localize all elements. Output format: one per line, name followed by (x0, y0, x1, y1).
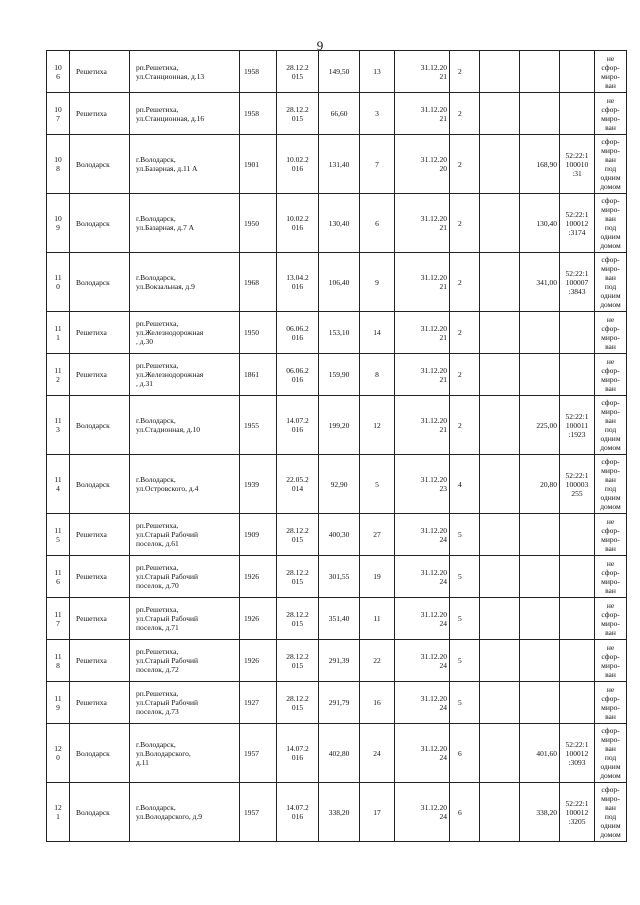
cell-blank (480, 135, 520, 194)
cell-settlement: Володарск (70, 455, 130, 514)
cell-address: рп.Решетиха, ул.Старый Рабочий поселок, д.72 (130, 640, 240, 682)
cell-date: 28.12.2 015 (277, 682, 319, 724)
cell-deadline: 31.12.20 24 (395, 556, 450, 598)
cell-settlement: Решетиха (70, 640, 130, 682)
cell-year: 1909 (240, 514, 277, 556)
cell-cadastral: 52:22:1 100011 :1923 (560, 396, 595, 455)
cell-area: 402,80 (319, 724, 360, 783)
cell-area: 159,90 (319, 354, 360, 396)
cell-blank (480, 724, 520, 783)
cell-address: г.Володарск, ул.Базарная, д.7 А (130, 194, 240, 253)
cell-land-status: не сфор- миро- ван (595, 556, 627, 598)
cell-residents: 24 (360, 724, 395, 783)
table-row (47, 556, 627, 598)
cell-cadastral (560, 51, 595, 93)
cell-blank (480, 640, 520, 682)
cell-land-area (520, 598, 560, 640)
cell-deadline: 31.12.20 24 (395, 640, 450, 682)
cell-settlement: Решетиха (70, 556, 130, 598)
cell-address: г.Володарск, ул.Володарского, д.11 (130, 724, 240, 783)
cell-land-area: 341,00 (520, 253, 560, 312)
cell-deadline: 31.12.20 24 (395, 682, 450, 724)
cell-cadastral (560, 514, 595, 556)
cell-stage: 2 (450, 93, 480, 135)
cell-number: 11 4 (47, 455, 70, 514)
cell-blank (480, 93, 520, 135)
cell-settlement: Володарск (70, 724, 130, 783)
cell-deadline: 31.12.20 21 (395, 354, 450, 396)
cell-address: рп.Решетиха, ул.Железнодорожная , д.30 (130, 312, 240, 354)
cell-residents: 19 (360, 556, 395, 598)
cell-land-status: не сфор- миро- ван (595, 682, 627, 724)
cell-land-status: не сфор- миро- ван (595, 640, 627, 682)
cell-blank (480, 253, 520, 312)
cell-land-status: сфор- миро- ван под одним домом (595, 455, 627, 514)
cell-address: г.Володарск, ул.Вокзальная, д.9 (130, 253, 240, 312)
cell-area: 338,20 (319, 783, 360, 842)
cell-address: г.Володарск, ул.Островского, д.4 (130, 455, 240, 514)
cell-settlement: Решетиха (70, 682, 130, 724)
cell-stage: 5 (450, 598, 480, 640)
cell-area: 130,40 (319, 194, 360, 253)
cell-settlement: Решетиха (70, 598, 130, 640)
cell-residents: 6 (360, 194, 395, 253)
cell-year: 1958 (240, 93, 277, 135)
cell-land-area: 401,60 (520, 724, 560, 783)
cell-blank (480, 514, 520, 556)
cell-land-status: не сфор- миро- ван (595, 312, 627, 354)
cell-settlement: Володарск (70, 194, 130, 253)
cell-number: 10 7 (47, 93, 70, 135)
table-row (47, 194, 627, 253)
cell-deadline: 31.12.20 24 (395, 724, 450, 783)
cell-number: 12 1 (47, 783, 70, 842)
cell-blank (480, 783, 520, 842)
cell-number: 10 6 (47, 51, 70, 93)
cell-stage: 2 (450, 51, 480, 93)
table-row (47, 93, 627, 135)
cell-deadline: 31.12.20 21 (395, 253, 450, 312)
cell-address: г.Володарск, ул.Володарского, д.9 (130, 783, 240, 842)
cell-cadastral (560, 354, 595, 396)
cell-land-status: сфор- миро- ван под одним домом (595, 724, 627, 783)
cell-address: рп.Решетиха, ул.Старый Рабочий поселок, д.70 (130, 556, 240, 598)
cell-settlement: Решетиха (70, 354, 130, 396)
cell-cadastral: 52:22:1 100010 :31 (560, 135, 595, 194)
cell-year: 1926 (240, 556, 277, 598)
cell-cadastral (560, 312, 595, 354)
cell-residents: 7 (360, 135, 395, 194)
cell-number: 11 5 (47, 514, 70, 556)
cell-area: 291,39 (319, 640, 360, 682)
cell-residents: 3 (360, 93, 395, 135)
cell-stage: 2 (450, 312, 480, 354)
cell-deadline: 31.12.20 20 (395, 135, 450, 194)
cell-land-status: не сфор- миро- ван (595, 598, 627, 640)
cell-blank (480, 682, 520, 724)
cell-stage: 2 (450, 396, 480, 455)
cell-date: 14.07.2 016 (277, 724, 319, 783)
cell-cadastral (560, 640, 595, 682)
cell-residents: 12 (360, 396, 395, 455)
cell-area: 131,40 (319, 135, 360, 194)
table-row (47, 724, 627, 783)
table-body (47, 51, 627, 842)
cell-land-area (520, 93, 560, 135)
cell-year: 1901 (240, 135, 277, 194)
cell-area: 149,50 (319, 51, 360, 93)
cell-land-area: 225,00 (520, 396, 560, 455)
table-row (47, 640, 627, 682)
cell-area: 301,55 (319, 556, 360, 598)
cell-land-status: не сфор- миро- ван (595, 93, 627, 135)
cell-area: 153,10 (319, 312, 360, 354)
cell-blank (480, 556, 520, 598)
cell-stage: 6 (450, 724, 480, 783)
cell-settlement: Володарск (70, 783, 130, 842)
cell-deadline: 31.12.20 21 (395, 312, 450, 354)
cell-deadline: 31.12.20 24 (395, 598, 450, 640)
table-row (47, 682, 627, 724)
cell-date: 06.06.2 016 (277, 312, 319, 354)
cell-date: 28.12.2 015 (277, 556, 319, 598)
cell-deadline: 31.12.20 21 (395, 93, 450, 135)
cell-stage: 4 (450, 455, 480, 514)
cell-date: 28.12.2 015 (277, 640, 319, 682)
cell-land-status: сфор- миро- ван под одним домом (595, 253, 627, 312)
cell-land-area: 20,80 (520, 455, 560, 514)
cell-address: рп.Решетиха, ул.Старый Рабочий поселок, д.61 (130, 514, 240, 556)
cell-cadastral (560, 556, 595, 598)
table-row (47, 598, 627, 640)
cell-year: 1926 (240, 640, 277, 682)
cell-land-area (520, 682, 560, 724)
cell-date: 28.12.2 015 (277, 514, 319, 556)
cell-settlement: Володарск (70, 396, 130, 455)
cell-land-area (520, 312, 560, 354)
cell-land-status: не сфор- миро- ван (595, 354, 627, 396)
cell-address: рп.Решетиха, ул.Старый Рабочий поселок, д.71 (130, 598, 240, 640)
table-row (47, 312, 627, 354)
table-row (47, 354, 627, 396)
table-row (47, 135, 627, 194)
cell-land-area (520, 51, 560, 93)
cell-address: г.Володарск, ул.Стадионная, д.10 (130, 396, 240, 455)
cell-date: 22.05.2 014 (277, 455, 319, 514)
table-row (47, 396, 627, 455)
cell-land-area: 168,90 (520, 135, 560, 194)
cell-number: 11 3 (47, 396, 70, 455)
cell-address: рп.Решетиха, ул.Железнодорожная , д.31 (130, 354, 240, 396)
page-number: 9 (316, 38, 324, 53)
cell-residents: 11 (360, 598, 395, 640)
cell-settlement: Решетиха (70, 312, 130, 354)
cell-year: 1957 (240, 783, 277, 842)
cell-cadastral (560, 682, 595, 724)
cell-land-status: сфор- миро- ван под одним домом (595, 783, 627, 842)
cell-settlement: Володарск (70, 135, 130, 194)
table-row (47, 51, 627, 93)
cell-stage: 2 (450, 135, 480, 194)
cell-blank (480, 598, 520, 640)
cell-number: 11 7 (47, 598, 70, 640)
cell-cadastral: 52:22:1 100012 :3093 (560, 724, 595, 783)
cell-year: 1939 (240, 455, 277, 514)
cell-year: 1927 (240, 682, 277, 724)
cell-stage: 2 (450, 253, 480, 312)
cell-blank (480, 354, 520, 396)
housing-table (46, 50, 627, 842)
cell-stage: 6 (450, 783, 480, 842)
cell-stage: 5 (450, 682, 480, 724)
cell-stage: 5 (450, 514, 480, 556)
cell-land-area (520, 556, 560, 598)
cell-residents: 17 (360, 783, 395, 842)
cell-land-area: 338,20 (520, 783, 560, 842)
cell-settlement: Решетиха (70, 51, 130, 93)
table-row (47, 514, 627, 556)
cell-area: 92,90 (319, 455, 360, 514)
cell-deadline: 31.12.20 24 (395, 514, 450, 556)
cell-number: 10 9 (47, 194, 70, 253)
cell-land-status: сфор- миро- ван под одним домом (595, 396, 627, 455)
cell-deadline: 31.12.20 21 (395, 51, 450, 93)
cell-settlement: Решетиха (70, 93, 130, 135)
cell-blank (480, 396, 520, 455)
cell-date: 06.06.2 016 (277, 354, 319, 396)
cell-date: 28.12.2 015 (277, 51, 319, 93)
cell-blank (480, 194, 520, 253)
table-row (47, 455, 627, 514)
cell-stage: 5 (450, 556, 480, 598)
cell-residents: 8 (360, 354, 395, 396)
table-row (47, 783, 627, 842)
cell-land-status: сфор- миро- ван под одним домом (595, 194, 627, 253)
cell-date: 28.12.2 015 (277, 93, 319, 135)
cell-year: 1957 (240, 724, 277, 783)
cell-cadastral: 52:22:1 100012 :3174 (560, 194, 595, 253)
cell-date: 10.02.2 016 (277, 194, 319, 253)
cell-area: 106,40 (319, 253, 360, 312)
cell-date: 28.12.2 015 (277, 598, 319, 640)
cell-residents: 5 (360, 455, 395, 514)
cell-settlement: Володарск (70, 253, 130, 312)
cell-area: 66,60 (319, 93, 360, 135)
cell-year: 1955 (240, 396, 277, 455)
cell-year: 1926 (240, 598, 277, 640)
cell-cadastral: 52:22:1 100003 255 (560, 455, 595, 514)
cell-stage: 2 (450, 354, 480, 396)
cell-residents: 13 (360, 51, 395, 93)
cell-date: 14.07.2 016 (277, 783, 319, 842)
cell-settlement: Решетиха (70, 514, 130, 556)
cell-date: 14.07.2 016 (277, 396, 319, 455)
cell-area: 199,20 (319, 396, 360, 455)
cell-number: 11 8 (47, 640, 70, 682)
cell-residents: 14 (360, 312, 395, 354)
cell-year: 1950 (240, 194, 277, 253)
cell-blank (480, 455, 520, 514)
cell-number: 12 0 (47, 724, 70, 783)
cell-residents: 9 (360, 253, 395, 312)
cell-deadline: 31.12.20 24 (395, 783, 450, 842)
cell-area: 400,30 (319, 514, 360, 556)
cell-number: 10 8 (47, 135, 70, 194)
cell-date: 13.04.2 016 (277, 253, 319, 312)
cell-stage: 2 (450, 194, 480, 253)
cell-deadline: 31.12.20 23 (395, 455, 450, 514)
cell-deadline: 31.12.20 21 (395, 396, 450, 455)
cell-land-area (520, 640, 560, 682)
cell-residents: 16 (360, 682, 395, 724)
cell-year: 1861 (240, 354, 277, 396)
cell-land-status: не сфор- миро- ван (595, 51, 627, 93)
cell-address: г.Володарск, ул.Базарная, д.11 А (130, 135, 240, 194)
cell-land-area (520, 354, 560, 396)
cell-deadline: 31.12.20 21 (395, 194, 450, 253)
table-row (47, 253, 627, 312)
cell-number: 11 2 (47, 354, 70, 396)
cell-area: 351,40 (319, 598, 360, 640)
cell-number: 11 9 (47, 682, 70, 724)
cell-number: 11 6 (47, 556, 70, 598)
cell-date: 10.02.2 016 (277, 135, 319, 194)
cell-blank (480, 312, 520, 354)
cell-residents: 22 (360, 640, 395, 682)
cell-land-area: 130,40 (520, 194, 560, 253)
cell-land-status: не сфор- миро- ван (595, 514, 627, 556)
cell-cadastral (560, 93, 595, 135)
cell-number: 11 1 (47, 312, 70, 354)
cell-year: 1950 (240, 312, 277, 354)
cell-year: 1968 (240, 253, 277, 312)
cell-cadastral (560, 598, 595, 640)
cell-address: рп.Решетиха, ул.Станционная, д.16 (130, 93, 240, 135)
cell-blank (480, 51, 520, 93)
cell-address: рп.Решетиха, ул.Станционная, д.13 (130, 51, 240, 93)
cell-land-status: сфор- миро- ван под одним домом (595, 135, 627, 194)
cell-residents: 27 (360, 514, 395, 556)
cell-address: рп.Решетиха, ул.Старый Рабочий поселок, д.73 (130, 682, 240, 724)
cell-cadastral: 52:22:1 100012 :3205 (560, 783, 595, 842)
cell-land-area (520, 514, 560, 556)
cell-year: 1958 (240, 51, 277, 93)
cell-area: 291,79 (319, 682, 360, 724)
cell-cadastral: 52:22:1 100007 :3843 (560, 253, 595, 312)
cell-number: 11 0 (47, 253, 70, 312)
cell-stage: 5 (450, 640, 480, 682)
